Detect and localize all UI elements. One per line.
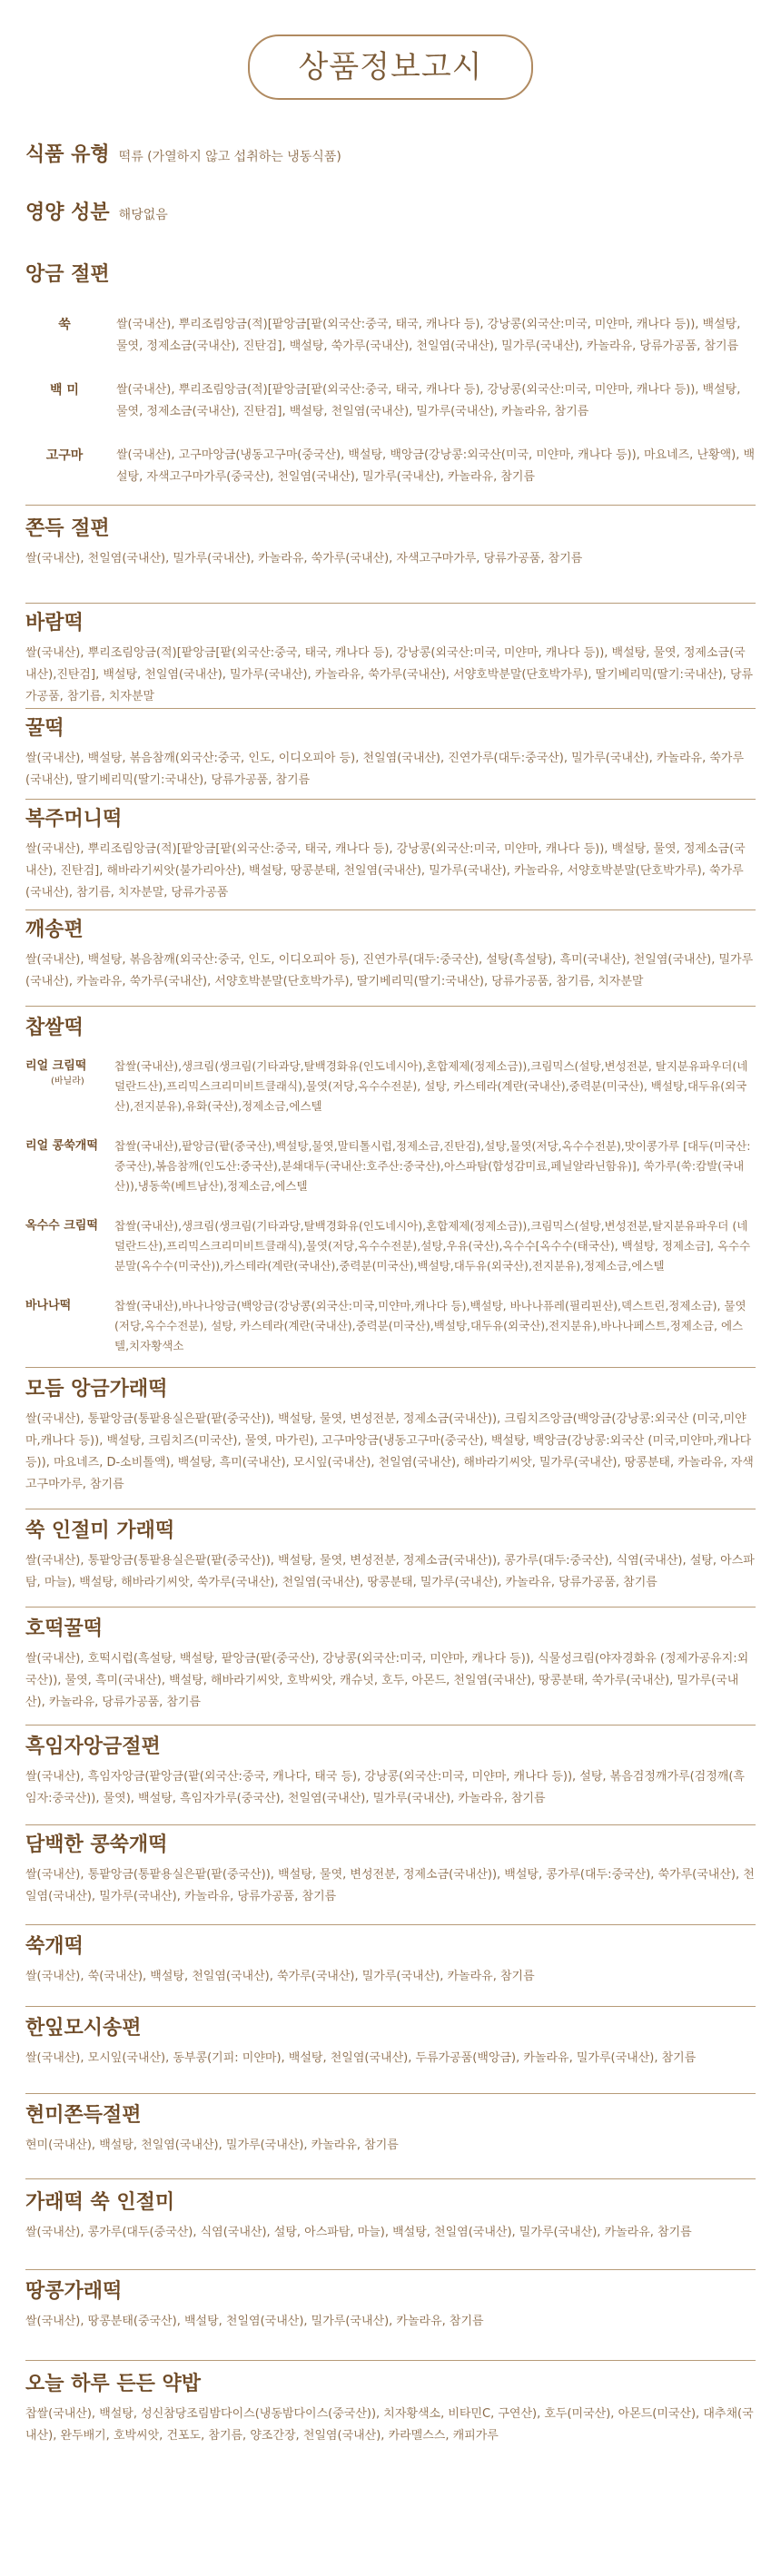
angeum-item [25,314,756,361]
divider [25,1006,756,1007]
section-text: 쌀(국내산), 흑임자앙금(팥앙금(팥(외국산:중국, 캐나다, 태국 등), 강낭콩(외국산:미국, 미얀마, 캐나다 등)), 설탕, 볶음검정깨가루(검정깨(흑임자:중국산)), 물엿), 백설탕, 흑임자가루(중국산), 천일염(국내산), 밀가루(국내산), 카놀라유, 참기름 [25,1770,745,1805]
item-text: 찹쌀(국내산),생크림(생크림(기타과당,탈백경화유(인도네시아),혼합제제(정제소금)),크림믹스(설탕,변성전분,탈지분유파우더 (네덜란드산),프리믹스크리미비트클래식),물엿(저당,옥수수전분),설탕,우유(국산),옥수수[옥수수(태국산), 백설탕, 정제소금], 옥수수분말(옥수수(미국산)),카스테라(계란(국내산),중력분(미국산),백설탕,대두유(외국산),전지분유),정제소금,에스텔 [114,1219,751,1273]
chapssal-item [25,1296,756,1369]
section-title: 쑥 인절미 가래떡 [25,1519,175,1542]
food-type-row [25,142,756,171]
ingredient-section [25,1518,756,1594]
nutrition-label: 영양 성분 [25,202,110,224]
food-type-value: 떡류 (가열하지 않고 섭취하는 냉동식품) [118,150,341,164]
chapssal-item [25,1216,756,1294]
section-text: 쌀(국내산), 쑥(국내산), 백설탕, 천일염(국내산), 쑥가루(국내산), 밀가루(국내산), 카놀라유, 참기름 [25,1970,535,1983]
section-text: 현미(국내산), 백설탕, 천일염(국내산), 밀가루(국내산), 카놀라유, 참기름 [25,2138,399,2152]
ingredient-section [25,715,756,791]
ingredient-section [25,2278,756,2333]
divider [25,603,756,604]
divider [25,2006,756,2007]
section-text: 쌀(국내산), 콩가루(대두(중국산), 식염(국내산), 설탕, 아스파탐, 마늘), 백설탕, 천일염(국내산), 밀가루(국내산), 카놀라유, 참기름 [25,2226,692,2239]
divider [25,799,756,800]
section-title: 모듬 앙금가래떡 [25,1378,168,1401]
section-text: 쌀(국내산), 땅콩분태(중국산), 백설탕, 천일염(국내산), 밀가루(국내산), 카놀라유, 참기름 [25,2315,484,2328]
section-text: 쌀(국내산), 백설탕, 볶음참깨(외국산:중국, 인도, 이디오피아 등), 진연가루(대두:중국산), 설탕(흑설탕), 흑미(국내산), 천일염(국내산), 밀가루(국내산), 카놀라유, 쑥가루(국내산), 서양호박분말(단호박가루), 딸기베리믹(딸기:국내산), 당류가공품, 참기름, 치자분말 [25,953,754,988]
food-type-heading [25,142,756,171]
section-title: 현미쫀득절편 [25,2104,142,2127]
divider [25,1824,756,1825]
angeum-item [25,379,756,427]
ingredient-section [25,917,756,993]
ingredient-section [25,2102,756,2157]
divider [25,2360,756,2361]
item-label: 옥수수 크림떡 [25,1219,98,1233]
nutrition-heading [25,200,756,229]
ingredient-section [25,1734,756,1810]
section-title: 담백한 콩쑥개떡 [25,1834,168,1856]
nutrition-row [25,200,756,229]
section-text: 쌀(국내산), 뿌리조림앙금(적)[팥앙금[팥(외국산:중국, 태국, 캐나다 등), 강낭콩(외국산:미국, 미얀마, 캐나다 등)), 백설탕, 물엿, 정제소금(국내산), 진탄검], 해바라기씨앗(불가리아산), 백설탕, 땅콩분태, 천일염(국내산), 밀가루(국내산), 카놀라유, 서양호박분말(단호박가루), 쑥가루(국내산), 참기름, 치자분말, 당류가공품 [25,842,746,900]
section-title: 땅콩가래떡 [25,2280,123,2303]
divider [25,2178,756,2179]
item-label: 쑥 [58,318,71,332]
item-text: 쌀(국내산), 고구마앙금(냉동고구마(중국산), 백설탕, 백앙금(강낭콩:외국산(미국, 미얀마, 캐나다 등)), 마요네즈, 난황액), 백설탕, 자색고구마가루(중국산), 천일염(국내산), 밀가루(국내산), 카놀라유, 참기름 [116,448,756,484]
divider [25,1607,756,1608]
section-text: 쌀(국내산), 통팥앙금(통팥용실은팥(팥(중국산)), 백설탕, 물엿, 변성전분, 정제소금(국내산)), 백설탕, 콩가루(대두:중국산), 쑥가루(국내산), 천일염(국내산), 밀가루(국내산), 카놀라유, 당류가공품, 참기름 [25,1868,755,1903]
section-text: 찹쌀(국내산), 백설탕, 성신참당조림밤다이스(냉동밤다이스(중국산)), 치자황색소, 비타민C, 구연산), 호두(미국산), 아몬드(미국산), 대추채(국내산), 완두배기, 호박씨앗, 건포도, 참기름, 양조간장, 천일염(국내산), 카라멜스스, 캐피가루 [25,2407,754,2443]
item-name: 리얼 크림떡 [25,1059,87,1073]
divider [25,1725,756,1726]
ingredient-section [25,1933,756,1988]
item-text: 찹쌀(국내산),바나나앙금(백앙금(강낭콩(외국산:미국,미얀마,캐나다 등),백설탕, 바나나퓨레(필리핀산),덱스트린,정제소금), 물엿(저당,옥수수전분), 설탕, 카스테라(계란(국내산),중력분(미국산),백설탕,대두유(외국산),전지분유),바나나페스트,정제소금, 에스텔,치자황색소 [114,1299,746,1352]
chapssal-section [25,1015,756,1042]
section-text: 쌀(국내산), 백설탕, 볶음참깨(외국산:중국, 인도, 이디오피아 등), 천일염(국내산), 진연가루(대두:중국산), 밀가루(국내산), 카놀라유, 쑥가루(국내산), 딸기베리믹(딸기:국내산), 당류가공품, 참기름 [25,752,745,787]
item-label: 고구마 [45,448,84,463]
section-text: 쌀(국내산), 통팥앙금(통팥용실은팥(팥(중국산)), 백설탕, 물엿, 변성전분, 정제소금(국내산)), 콩가루(대두:중국산), 식염(국내산), 설탕, 아스파탐, 마늘), 백설탕, 해바라기씨앗, 쑥가루(국내산), 천일염(국내산), 땅콩분태, 밀가루(국내산), 카놀라유, 당류가공품, 참기름 [25,1554,755,1589]
section-text: 쌀(국내산), 호떡시럽(흑설탕, 백설탕, 팥앙금(팥(중국산), 강낭콩(외국산:미국, 미얀마, 캐나다 등)), 식물성크림(야자경화유 (정제가공유지:외국산)), 물엿, 흑미(국내산), 백설탕, 해바라기씨앗, 호박씨앗, 캐슈넛, 호두, 아몬드, 천일염(국내산), 땅콩분태, 쑥가루(국내산), 밀가루(국내산), 카놀라유, 당류가공품, 참기름 [25,1652,749,1709]
divider [25,909,756,910]
divider [25,2269,756,2270]
item-label: 백 미 [50,383,79,398]
section-title: 호떡꿀떡 [25,1617,104,1640]
item-flavor: (바닐라) [51,1077,84,1086]
ingredient-section [25,516,756,570]
divider [25,1367,756,1368]
section-title: 꿀떡 [25,717,64,740]
title-area [0,34,781,100]
section-title: 바람떡 [25,612,84,634]
divider [25,505,756,506]
ingredient-section [25,2371,756,2447]
item-label: 리얼 콩쑥개떡 [25,1139,98,1153]
item-text: 쌀(국내산), 뿌리조림앙금(적)[팥앙금[팥(외국산:중국, 태국, 캐나다 등), 강낭콩(외국산:미국, 미얀마, 캐나다 등)), 백설탕, 물엿, 정제소금(국내산), 진탄검], 백설탕, 천일염(국내산), 밀가루(국내산), 카놀라유, 참기름 [116,383,741,418]
angeum-section [25,261,756,289]
ingredient-section [25,2189,756,2244]
section-title: 앙금 절편 [25,263,110,286]
section-title: 흑임자앙금절편 [25,1735,161,1758]
section-title: 쑥개떡 [25,1935,84,1958]
section-title: 쫀득 절편 [25,517,110,540]
ingredient-section [25,610,756,708]
nutrition-value: 해당없음 [118,208,168,222]
section-title: 찹쌀떡 [25,1017,84,1039]
section-title: 한잎모시송편 [25,2017,142,2040]
ingredient-section [25,2015,756,2070]
ingredient-section [25,806,756,904]
ingredient-section [25,1832,756,1908]
section-text: 쌀(국내산), 천일염(국내산), 밀가루(국내산), 카놀라유, 쑥가루(국내산), 자색고구마가루, 당류가공품, 참기름 [25,552,583,565]
ingredient-section [25,1616,756,1714]
section-title: 가래떡 쑥 인절미 [25,2191,175,2214]
ingredient-section [25,1376,756,1496]
divider [25,1924,756,1925]
section-text: 쌀(국내산), 뿌리조림앙금(적)[팥앙금[팥(외국산:중국, 태국, 캐나다 등), 강낭콩(외국산:미국, 미얀마, 캐나다 등)), 백설탕, 물엿, 정제소금(국내산),진탄검], 백설탕, 천일염(국내산), 밀가루(국내산), 카놀라유, 쑥가루(국내산), 서양호박분말(단호박가루), 딸기베리믹(딸기:국내산), 당류가공품, 참기름, 치자분말 [25,646,754,703]
section-text: 쌀(국내산), 통팥앙금(통팥용실은팥(팥(중국산)), 백설탕, 물엿, 변성전분, 정제소금(국내산)), 크림치즈앙금(백앙금(강낭콩:외국산 (미국,미얀마,캐나다 등)), 백설탕, 크림치즈(미국산), 물엿, 마가린), 고구마앙금(냉동고구마(중국산), 백설탕, 백앙금(강낭콩:외국산 (미국,미얀마,캐나다 등)), 마요네즈, D-소비톨액), 백설탕, 흑미(국내산), 모시잎(국내산), 천일염(국내산), 해바라기씨앗, 밀가루(국내산), 땅콩분태, 카놀라유, 자색고구마가루, 참기름 [25,1412,754,1491]
divider [25,2093,756,2094]
chapssal-item [25,1136,756,1214]
section-title: 깨송편 [25,919,84,941]
item-text: 찹쌀(국내산),팥앙금(팥(중국산),백설탕,물엿,말티톨시럽,정제소금,진탄검),설탕,물엿(저당,옥수수전분),맛이콩가루 [대두(미국산:중국산),볶음참깨(인도산:중국산),분쇄대두(국내산:호주산:중국산),아스파탐(합성감미료,페닐알라닌함유)], 쑥가루(쑥:캄발(국내산)),냉동쑥(베트남산),정제소금,에스텔 [114,1139,751,1193]
food-type-label: 식품 유형 [25,143,110,166]
item-label: 바나나떡 [25,1299,72,1313]
item-text: 쌀(국내산), 뿌리조림앙금(적)[팥앙금[팥(외국산:중국, 태국, 캐나다 등), 강낭콩(외국산:미국, 미얀마, 캐나다 등)), 백설탕, 물엿, 정제소금(국내산), 진탄검], 백설탕, 쑥가루(국내산), 천일염(국내산), 밀가루(국내산), 카놀라유, 당류가공품, 참기름 [116,318,741,353]
angeum-item [25,445,756,492]
chapssal-item [25,1057,756,1135]
section-title: 오늘 하루 든든 약밥 [25,2373,201,2395]
item-text: 찹쌀(국내산),생크림(생크림(기타과당,탈백경화유(인도네시아),혼합제제(정제소금)),크림믹스(설탕,변성전분, 탈지분유파우더(네덜란드산),프리믹스크리미비트클래식),물엿(저당,옥수수전분), 설탕, 카스테라(계란(국내산),중력분(미국산), 백설탕,대두유(외국산),전지분유),유화(국산),정제소금,에스텔 [114,1059,748,1113]
page-title: 상품정보고시 [248,34,533,100]
section-title: 복주머니떡 [25,808,123,831]
item-label [25,1057,109,1087]
divider [25,708,756,709]
section-text: 쌀(국내산), 모시잎(국내산), 동부콩(기피: 미얀마), 백설탕, 천일염(국내산), 두류가공품(백앙금), 카놀라유, 밀가루(국내산), 참기름 [25,2051,697,2065]
